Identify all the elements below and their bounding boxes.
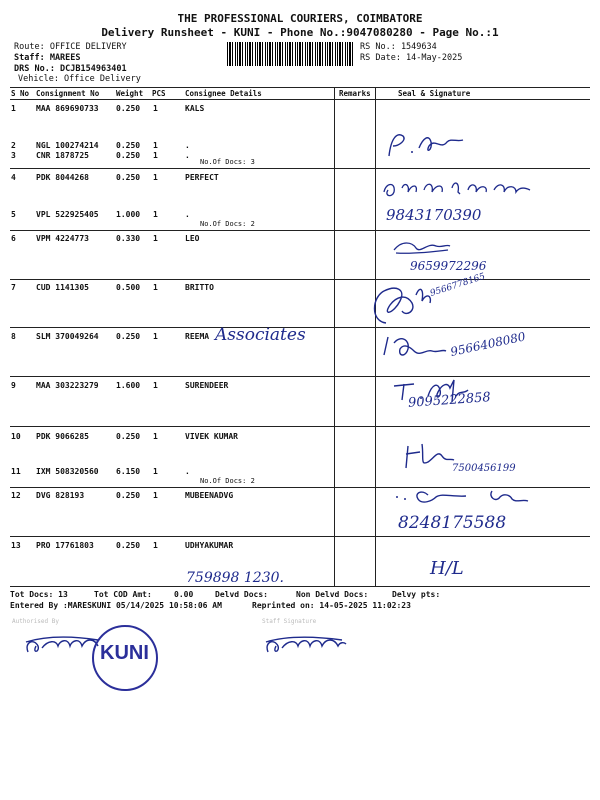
row-consignee: . [185,210,190,219]
row-weight: 0.330 [116,234,141,243]
row-consignment: VPM 4224773 [36,234,89,243]
row-separator [10,376,590,377]
row-weight: 0.250 [116,151,141,160]
row-sno: 3 [11,151,16,160]
row-consignee: KALS [185,104,205,113]
handwritten-phone: 9095222858 [407,390,492,411]
barcode [227,42,353,66]
total-docs: Tot Docs: 13 [10,590,68,599]
row-pcs: 1 [153,234,158,243]
authorised-by-label: Authorised By [12,618,59,625]
row-pcs: 1 [153,491,158,500]
signature-divider [375,88,376,586]
row-consignment: SLM 370049264 [36,332,99,341]
reprinted-on: Reprinted on: 14-05-2025 11:02:23 [252,601,411,610]
staff-signature-label: Staff Signature [262,618,317,625]
row-separator [10,426,590,427]
signature-row-6 [392,238,452,258]
col-consignee: Consignee Details [185,89,262,98]
drs-number: DRS No.: DCJB154963401 [14,64,127,74]
col-remarks: Remarks [339,89,371,98]
delivery-points: Delvy pts: [392,590,441,599]
row-pcs: 1 [153,104,158,113]
signature-row-12 [392,487,532,507]
runsheet-title: Delivery Runsheet - KUNI - Phone No.:9047080280 - Page No.:1 [101,26,499,39]
row-docs-count: No.Of Docs: 3 [200,158,255,166]
row-separator [10,279,590,280]
row-pcs: 1 [153,467,158,476]
non-delivered-docs: Non Delvd Docs: [296,590,369,599]
row-separator [10,536,590,537]
row-docs-count: No.Of Docs: 2 [200,477,255,485]
row-consignee: UDHYAKUMAR [185,541,234,550]
handwritten-phone: 9659972296 [410,259,487,273]
row-weight: 0.250 [116,332,141,341]
delivered-docs: Delvd Docs: [215,590,268,599]
row-separator [10,230,590,231]
row-sno: 8 [11,332,16,341]
handwritten-phone: 759898 1230. [186,570,284,586]
row-consignment: VPL 522925405 [36,210,99,219]
signature-row-8 [380,333,450,363]
row-pcs: 1 [153,173,158,182]
col-pcs: PCS [152,89,166,98]
row-sno: 11 [11,467,21,476]
row-weight: 1.000 [116,210,141,219]
remarks-divider [334,88,335,586]
company-title: THE PROFESSIONAL COURIERS, COIMBATORE [177,12,423,25]
row-weight: 0.250 [116,141,141,150]
table-bottom-rule [10,586,590,587]
row-consignee: . [185,151,190,160]
handwritten-phone: 9566778165 [428,271,487,299]
row-separator [10,168,590,169]
col-signature: Seal & Signature [398,89,471,98]
row-sno: 7 [11,283,16,292]
row-consignee: . [185,467,190,476]
row-pcs: 1 [153,210,158,219]
row-sno: 10 [11,432,21,441]
row-consignment: PRO 17761803 [36,541,94,550]
handwritten-associates: Associates [215,325,306,345]
row-consignment: NGL 100274214 [36,141,99,150]
row-sno: 4 [11,173,16,182]
row-consignment: IXM 508320560 [36,467,99,476]
row-consignment: DVG 828193 [36,491,85,500]
row-weight: 0.250 [116,432,141,441]
row-consignment: MAA 869690733 [36,104,99,113]
row-pcs: 1 [153,332,158,341]
row-sno: 9 [11,381,16,390]
row-consignee: VIVEK KUMAR [185,432,238,441]
row-consignee: MUBEENADVG [185,491,234,500]
row-consignment: CUD 1141305 [36,283,89,292]
row-sno: 2 [11,141,16,150]
row-sno: 13 [11,541,21,550]
staff-signature [262,632,346,660]
row-consignment: CNR 1878725 [36,151,89,160]
row-sno: 1 [11,104,16,113]
row-sno: 12 [11,491,21,500]
row-pcs: 1 [153,432,158,441]
row-pcs: 1 [153,381,158,390]
route-label: Route: OFFICE DELIVERY [14,42,127,52]
rs-number: RS No.: 1549634 [360,42,437,52]
row-weight: 0.500 [116,283,141,292]
row-pcs: 1 [153,541,158,550]
stamp-text: KUNI [100,642,149,664]
row-consignee: . [185,141,190,150]
col-weight: Weight [116,89,144,98]
row-consignee: PERFECT [185,173,219,182]
row-weight: 0.250 [116,104,141,113]
row-sno: 5 [11,210,16,219]
signature-row-10 [402,440,458,474]
staff-label: Staff: MAREES [14,53,81,63]
total-cod-value: 0.00 [174,590,194,599]
row-consignee: SURENDEER [185,381,229,390]
handwritten-phone: 8248175588 [398,513,507,533]
vehicle-label: Vehicle: Office Delivery [18,74,141,84]
authorised-signature [22,632,102,660]
signature-row-7 [366,283,436,329]
row-docs-count: No.Of Docs: 2 [200,220,255,228]
handwritten-hl: H/L [430,558,464,579]
row-consignment: PDK 8044268 [36,173,89,182]
rs-date: RS Date: 14-May-2025 [360,53,463,63]
row-consignee: REEMA [185,332,210,341]
row-consignment: PDK 9066285 [36,432,89,441]
row-consignment: MAA 303223279 [36,381,99,390]
row-weight: 6.150 [116,467,141,476]
table-top-rule [10,87,590,88]
handwritten-phone: 7500456199 [452,463,516,474]
row-weight: 0.250 [116,173,141,182]
table-header-rule [10,99,590,100]
col-sno: S No [11,89,30,98]
row-pcs: 1 [153,283,158,292]
total-cod-label: Tot COD Amt: [94,590,152,599]
row-consignee: BRITTO [185,283,214,292]
row-weight: 1.600 [116,381,141,390]
handwritten-phone: 9566408080 [449,329,527,359]
col-consignment: Consignment No [36,89,100,98]
tamil-signature-row-4 [380,178,540,202]
entered-by: Entered By :MARESKUNI 05/14/2025 10:58:06 AM [10,601,222,610]
row-consignee: LEO [185,234,200,243]
handwritten-phone: 9843170390 [386,206,482,224]
signature-row-1 [385,128,465,164]
row-weight: 0.250 [116,491,141,500]
row-pcs: 1 [153,151,158,160]
row-sno: 6 [11,234,16,243]
row-pcs: 1 [153,141,158,150]
row-weight: 0.250 [116,541,141,550]
